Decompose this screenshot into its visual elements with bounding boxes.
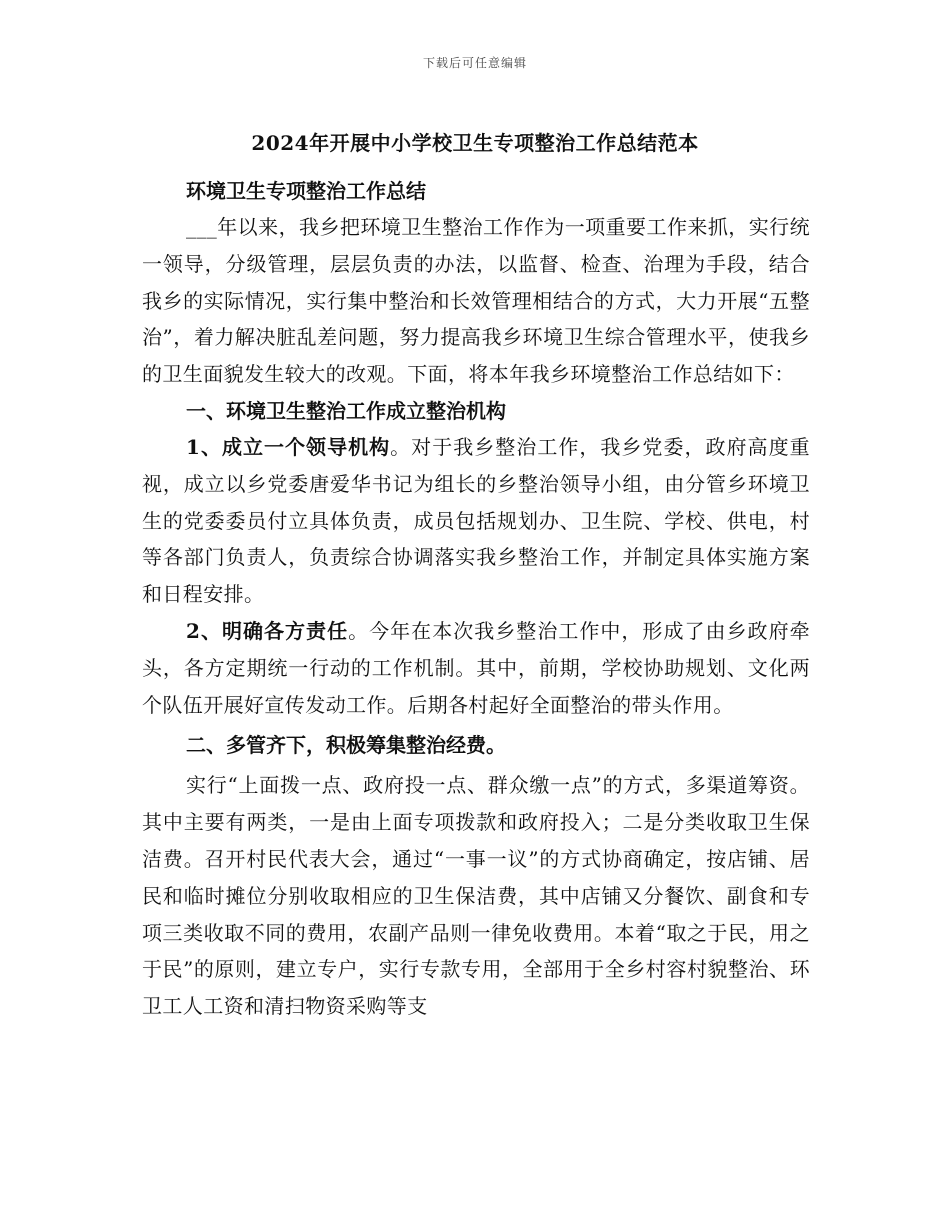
section-1-item-1 bbox=[142, 429, 810, 613]
document-title: 2024年开展中小学校卫生专项整治工作总结范本 bbox=[251, 131, 699, 155]
document-body bbox=[142, 173, 810, 1025]
section-1-item-1-text: 。对于我乡整治工作，我乡党委，政府高度重视，成立以乡党委唐爱华书记为组长的乡整治领导小组，由分管乡环境卫生的党委委员付立具体负责，成员包括规划办、卫生院、学校、供电，村等各部门负责人，负责综合协调落实我乡整治工作，并制定具体实施方案和日程安排。 bbox=[142, 434, 811, 607]
section-1-item-2-lead: 2、明确各方责任 bbox=[186, 618, 349, 643]
section-1-item-1-lead: 1、成立一个领导机构 bbox=[186, 434, 391, 459]
section-2-heading: 二、多管齐下，积极筹集整治经费。 bbox=[186, 733, 506, 758]
section-1-item-2 bbox=[142, 613, 810, 723]
header-note: 下载后可任意编辑 bbox=[422, 56, 527, 70]
document-subtitle: 环境卫生专项整治工作总结 bbox=[186, 179, 426, 203]
intro-paragraph: ___年以来，我乡把环境卫生整治工作作为一项重要工作来抓，实行统一领导，分级管理，层层负责的办法，以监督、检查、治理为手段，结合我乡的实际情况，实行集中整治和长效管理相结合的方式，大力开展“五整治”，着力解决脏乱差问题，努力提高我乡环境卫生综合管理水平，使我乡的卫生面貌发生较大的改观。下面，将本年我乡环境整治工作总结如下： bbox=[142, 215, 810, 387]
section-2-paragraph: 实行“上面拨一点、政府投一点、群众缴一点”的方式，多渠道筹资。其中主要有两类，一是由上面专项拨款和政府投入；二是分类收取卫生保洁费。召开村民代表大会，通过“一事一议”的方式协商确定，按店铺、居民和临时摊位分别收取相应的卫生保洁费，其中店铺又分餐饮、副食和专项三类收取不同的费用，农副产品则一律免收费用。本着“取之于民，用之于民”的原则，建立专户，实行专款专用，全部用于全乡村容村貌整治、环卫工人工资和清扫物资采购等支 bbox=[142, 773, 810, 1019]
section-1-item-2-text: 。今年在本次我乡整治工作中，形成了由乡政府牵头，各方定期统一行动的工作机制。其中，前期，学校协助规划、文化两个队伍开展好宣传发动工作。后期各村起好全面整治的带头作用。 bbox=[142, 618, 810, 717]
section-1-heading: 一、环境卫生整治工作成立整治机构 bbox=[186, 398, 506, 423]
